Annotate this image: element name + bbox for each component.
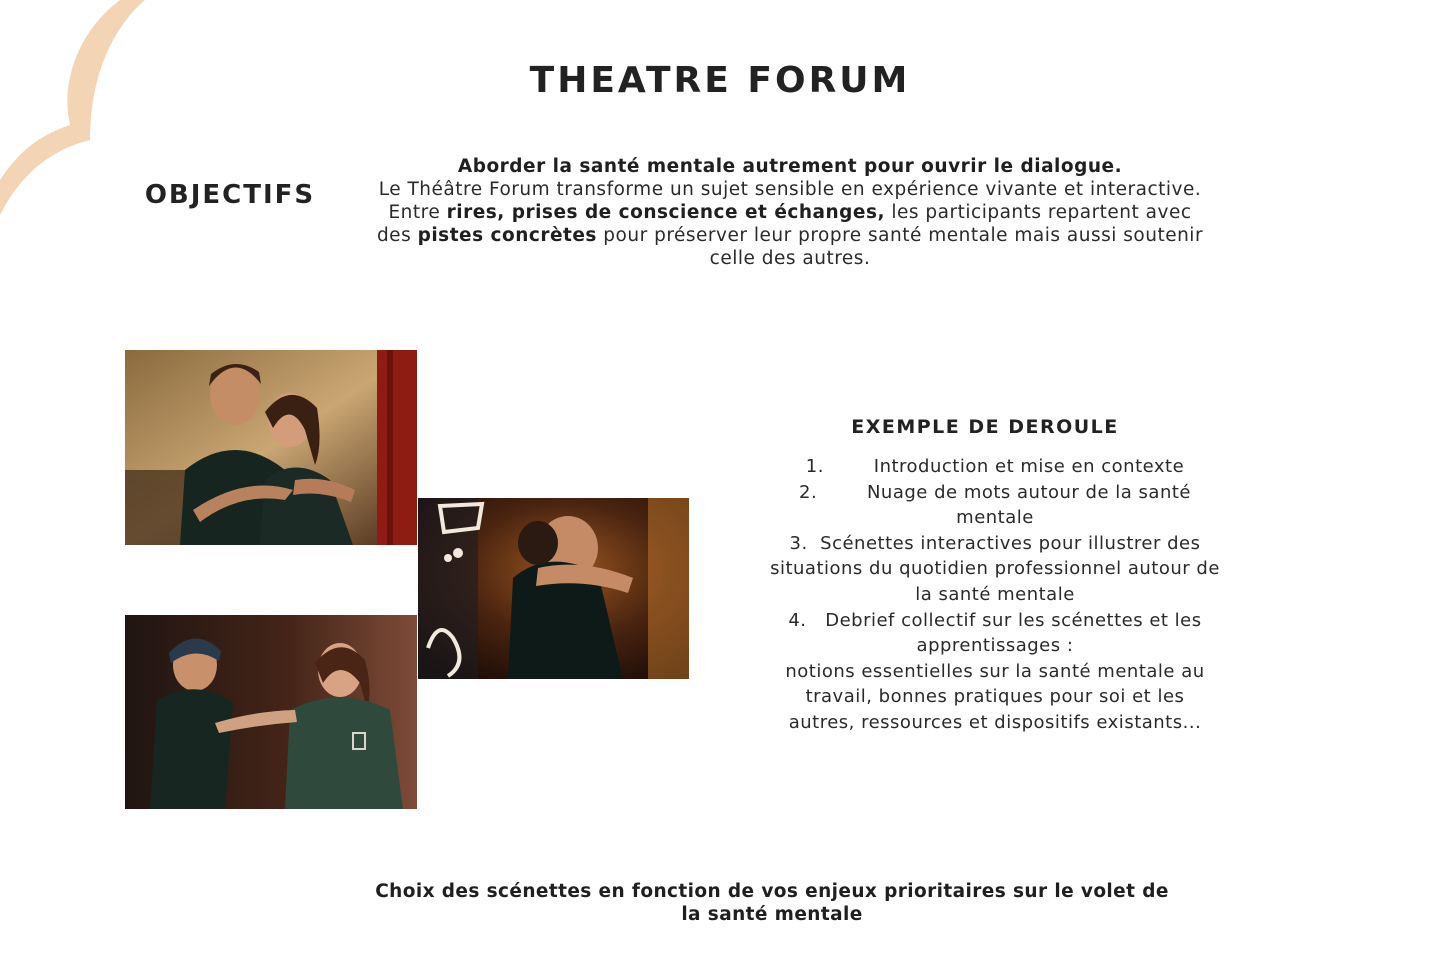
step-text: Introduction et mise en contexte (873, 456, 1185, 477)
photo-scene-reaching (125, 615, 417, 809)
objectives-bold-part: pistes concrètes (417, 225, 597, 246)
step-number: 2. (799, 481, 818, 503)
step-text: Nuage de mots autour de la santé mentale (866, 481, 1191, 529)
step-text: Scénettes interactives pour illustrer des situations du quotidien professionnel autour de la santé mentale (770, 532, 1220, 605)
step-number: 1. (805, 456, 824, 477)
objectives-label: OBJECTIFS (144, 180, 316, 210)
steps-list (770, 454, 1220, 736)
page-title: THEATRE FORUM (529, 60, 911, 101)
footer-note: Choix des scénettes en fonction de vos enjeux prioritaires sur le volet de la santé mentale (375, 881, 1169, 925)
steps-title: EXEMPLE DE DEROULE (851, 416, 1119, 438)
objectives-paragraph-part: pour préserver leur propre santé mentale mais aussi soutenir celle des autres. (596, 225, 1204, 269)
step-number: 4. (788, 609, 807, 631)
objectives-text (372, 155, 1208, 270)
list-item (770, 659, 1220, 736)
step-extra-text: notions essentielles sur la santé mentale au travail, bonnes pratiques pour soi et les autres, ressources et dispositifs existants... (785, 660, 1205, 733)
step-text: Debrief collectif sur les scénettes et les apprentissages : (825, 609, 1202, 657)
list-item (770, 454, 1220, 480)
objectives-paragraph-part: les participants repartent avec des (376, 202, 1192, 246)
list-item (770, 608, 1220, 659)
step-number: 3. (789, 532, 808, 554)
objectives-paragraph-part: Le Théâtre Forum transforme un sujet sensible en expérience vivante et interactive. Entre (378, 179, 1202, 223)
list-item (770, 531, 1220, 608)
objectives-bold-part: rires, prises de conscience et échanges, (446, 202, 886, 223)
list-item (770, 480, 1220, 531)
objectives-headline: Aborder la santé mentale autrement pour ouvrir le dialogue. (457, 156, 1123, 177)
photo-hug (418, 498, 689, 679)
photo-actors-embrace (125, 350, 417, 545)
